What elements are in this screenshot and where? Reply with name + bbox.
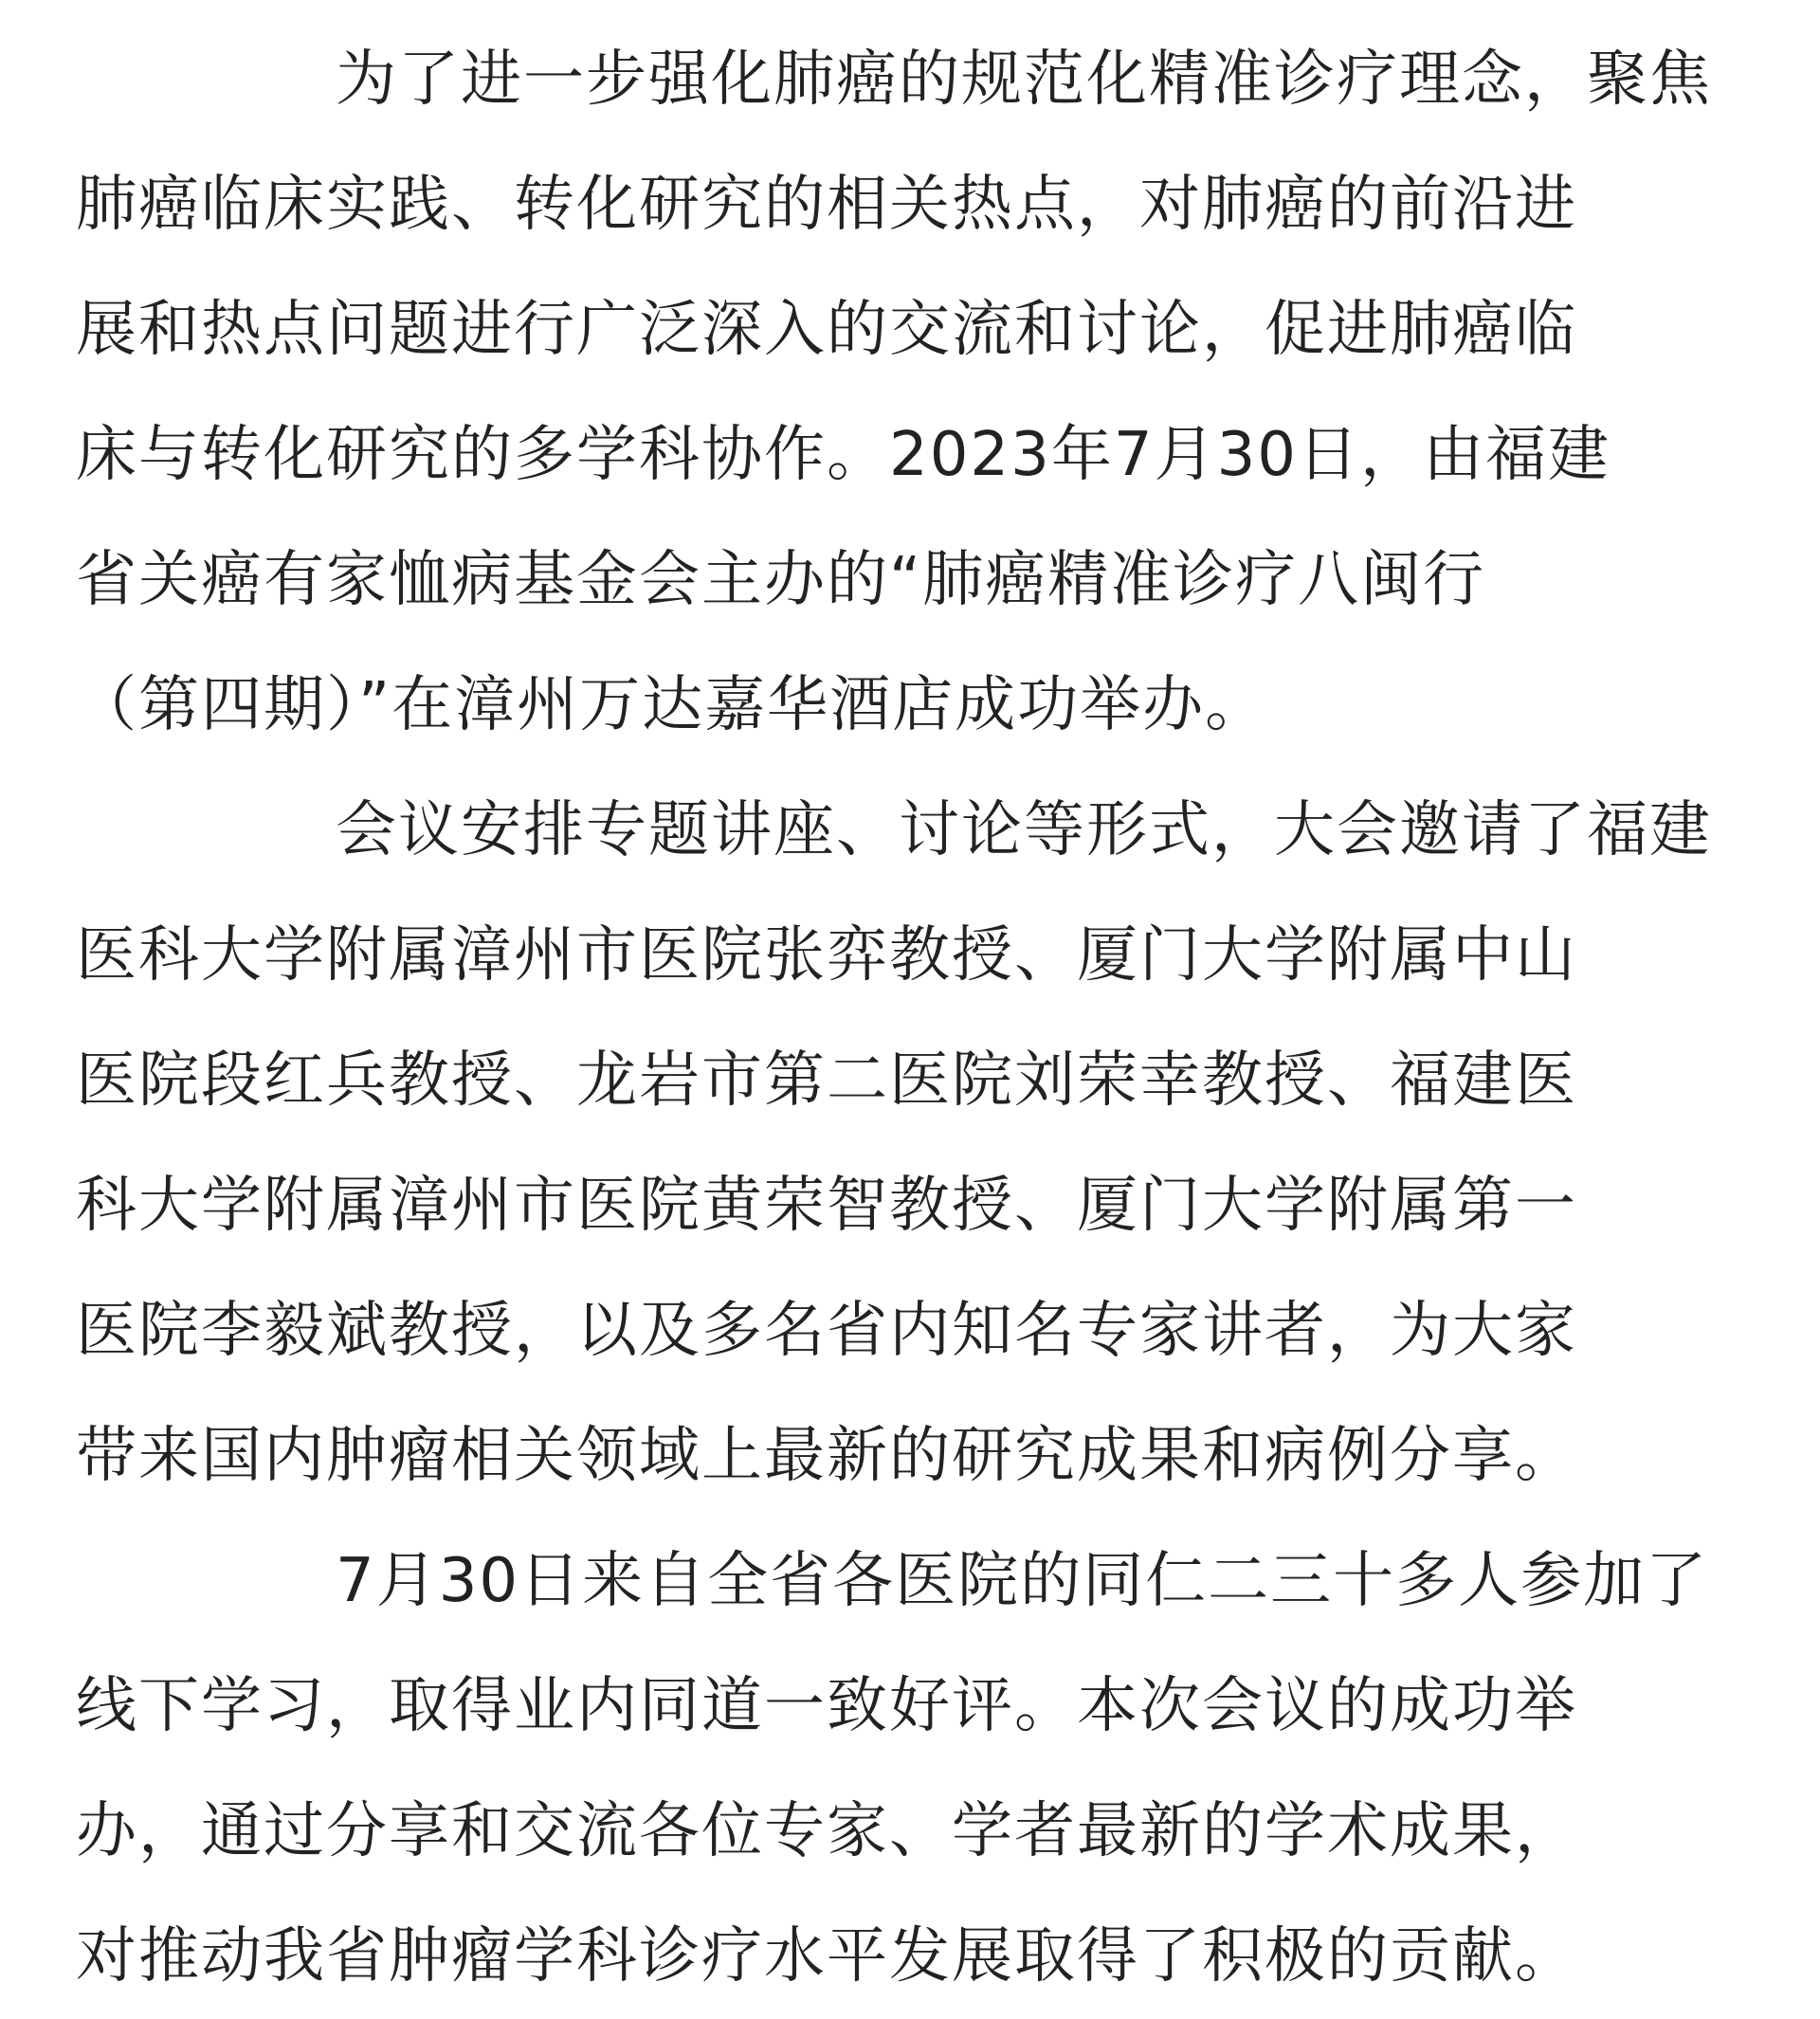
paragraph-line: 肺癌临床实践、转化研究的相关热点，对肺癌的前沿进	[76, 170, 1577, 240]
paragraph-summary	[76, 1519, 1744, 2019]
paragraph-line: 省关癌有家恤病基金会主办的“肺癌精准诊疗八闽行	[76, 545, 1486, 615]
paragraph-line: 带来国内肿瘤相关领域上最新的研究成果和病例分享。	[76, 1421, 1577, 1491]
article-body	[76, 17, 1744, 2019]
paragraph-line: （第四期）”在漳州万达嘉华酒店成功举办。	[76, 670, 1268, 740]
paragraph-speakers	[76, 768, 1744, 1519]
paragraph-line: 医院李毅斌教授，以及多名省内知名专家讲者，为大家	[76, 1296, 1577, 1366]
paragraph-line: 7月30日来自全省各医院的同仁二三十多人参加了	[336, 1546, 1709, 1616]
paragraph-line: 科大学附属漳州市医院黄荣智教授、厦门大学附属第一	[76, 1171, 1577, 1241]
paragraph-line: 展和热点问题进行广泛深入的交流和讨论，促进肺癌临	[76, 295, 1577, 365]
paragraph-line: 医科大学附属漳州市医院张弈教授、厦门大学附属中山	[76, 920, 1577, 991]
paragraph-line: 床与转化研究的多学科协作。2023年7月30日，由福建	[76, 420, 1611, 490]
paragraph-line: 医院段红兵教授、龙岩市第二医院刘荣幸教授、福建医	[76, 1046, 1577, 1116]
paragraph-line: 对推动我省肿瘤学科诊疗水平发展取得了积极的贡献。	[76, 1921, 1577, 1992]
paragraph-line: 为了进一步强化肺癌的规范化精准诊疗理念，聚焦	[336, 45, 1712, 115]
paragraph-intro	[76, 17, 1744, 768]
paragraph-line: 会议安排专题讲座、讨论等形式，大会邀请了福建	[336, 795, 1712, 865]
paragraph-line: 办，通过分享和交流各位专家、学者最新的学术成果，	[76, 1796, 1577, 1866]
paragraph-line: 线下学习，取得业内同道一致好评。本次会议的成功举	[76, 1671, 1577, 1741]
